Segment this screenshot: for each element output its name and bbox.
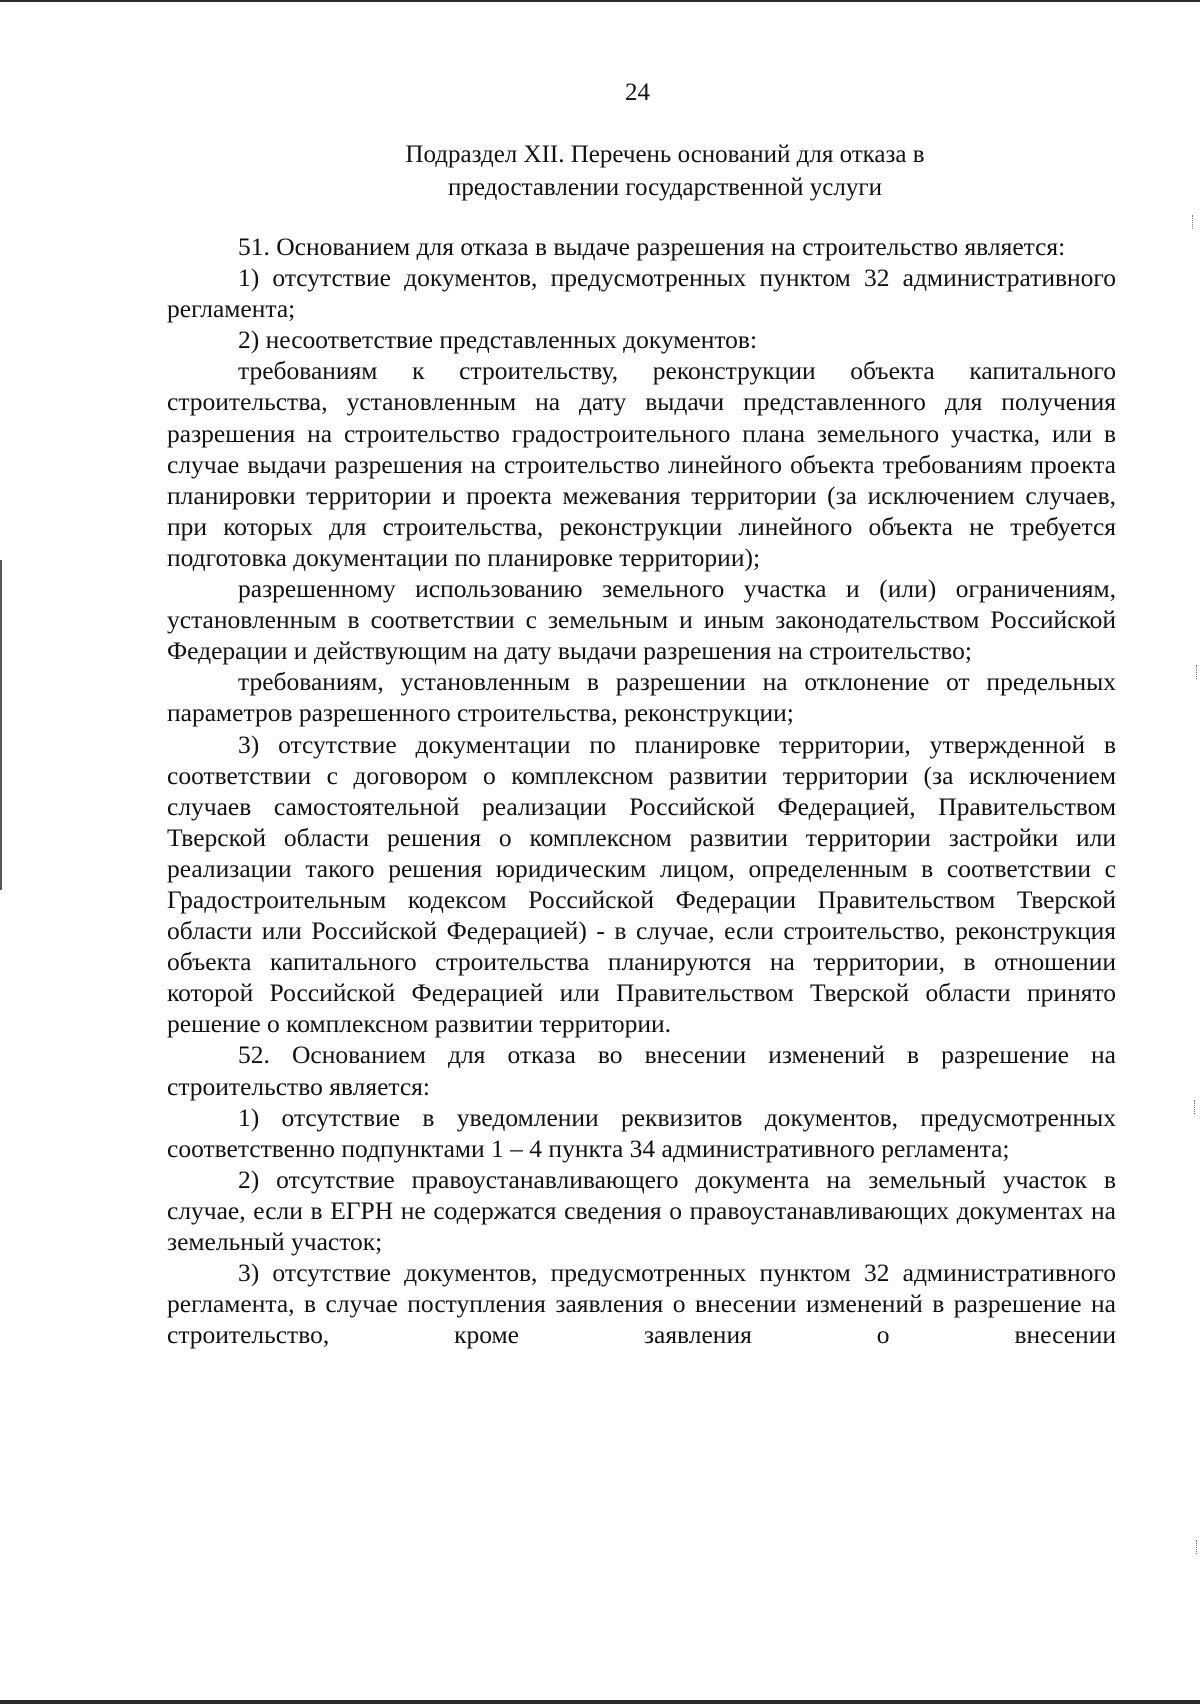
paragraph-51-item-1: 1) отсутствие документов, предусмотренных пунктом 32 административного регламента; [167, 263, 1116, 324]
paragraph-52: 52. Основанием для отказа во внесении изменений в разрешение на строительство является: [167, 1040, 1116, 1101]
paragraph-51-item-3: 3) отсутствие документации по планировке территории, утвержденной в соответствии с договором о комплексном развитии территории (за исключением случаев самостоятельной реализации Российской Федерацией, Правительством Тверской области решения о комплексном развитии территории застройки или реализации такого решения юридическим лицом, определенным в соответствии с Градостроительным кодексом Российской Федерации Правительством Тверской области или Российской Федерацией) - в случае, если строительство, реконструкция объекта капитального строительства планируются на территории, в отношении которой Российской Федерацией или Правительством Тверской области принято решение о комплексном развитии территории. [167, 729, 1116, 1039]
section-heading-line-2: предоставлении государственной услуги [448, 174, 882, 201]
document-body [167, 231, 1116, 1350]
section-heading [340, 138, 990, 204]
paragraph-51-item-2-c: требованиям, установленным в разрешении на отклонение от предельных параметров разрешенного строительства, реконструкции; [167, 667, 1116, 728]
scan-edge-bottom [0, 1700, 1200, 1704]
page-number: 24 [625, 79, 650, 106]
paragraph-52-item-2: 2) отсутствие правоустанавливающего документа на земельный участок в случае, если в ЕГРН не содержатся сведения о правоустанавливающих документах на земельный участок; [167, 1164, 1116, 1256]
paragraph-51-item-2-a: требованиям к строительству, реконструкции объекта капитального строительства, установленным на дату выдачи представленного для получения разрешения на строительство градостроительного плана земельного участка, или в случае выдачи разрешения на строительство линейного объекта требованиям проекта планировки территории и проекта межевания территории (за исключением случаев, при которых для строительства, реконструкции линейного объекта не требуется подготовка документации по планировке территории); [167, 356, 1116, 572]
section-heading-line-1: Подраздел XII. Перечень оснований для отказа в [405, 141, 925, 168]
scan-edge-top [0, 0, 1200, 2]
paragraph-51-item-2: 2) несоответствие представленных документов: [238, 325, 758, 355]
scan-edge-left [0, 560, 2, 890]
paragraph-52-item-3: 3) отсутствие документов, предусмотренных пунктом 32 административного регламента, в случае поступления заявления о внесении изменений в разрешение на строительство, кроме заявления о внесении [167, 1258, 1116, 1350]
scan-speck [1196, 665, 1199, 679]
scan-speck [1192, 215, 1195, 229]
scan-speck [1196, 1540, 1199, 1554]
paragraph-52-item-1: 1) отсутствие в уведомлении реквизитов документов, предусмотренных соответственно подпунктами 1 – 4 пункта 34 административного регламента; [167, 1102, 1116, 1163]
paragraph-51: 51. Основанием для отказа в выдаче разрешения на строительство является: [238, 232, 1066, 261]
paragraph-51-item-2-b: разрешенному использованию земельного участка и (или) ограничениям, установленным в соответствии с земельным и иным законодательством Российской Федерации и действующим на дату выдачи разрешения на строительство; [167, 574, 1116, 666]
scan-speck [1194, 1100, 1197, 1114]
